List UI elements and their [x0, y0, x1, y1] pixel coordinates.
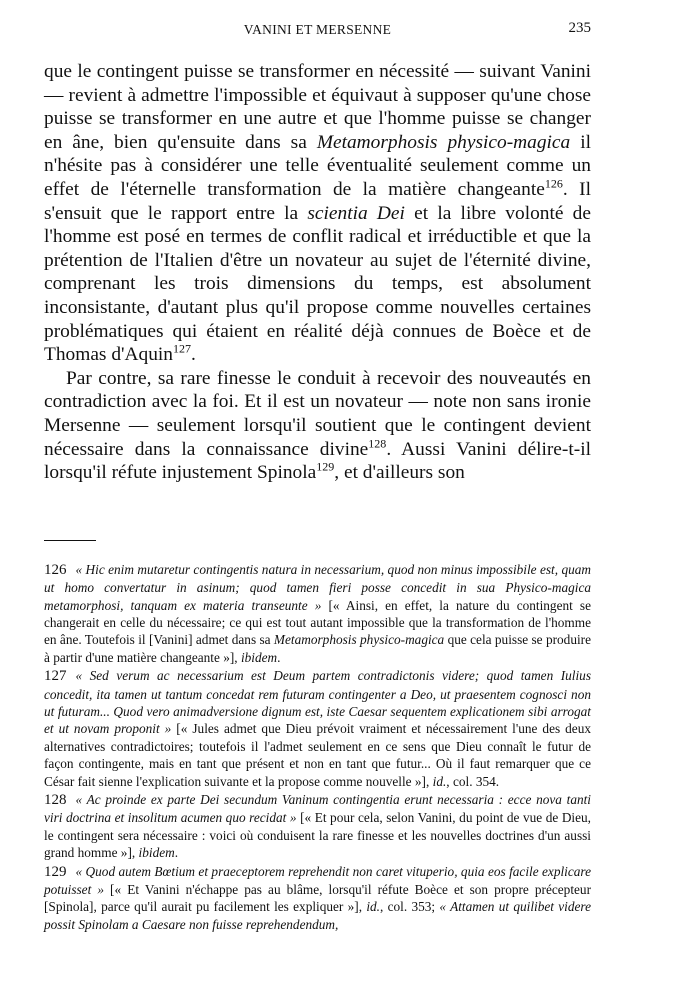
footnote-128: [44, 791, 591, 862]
italic-ref: id.: [366, 899, 381, 915]
italic-ref: id.: [432, 773, 447, 789]
latin-quote: « Sed verum ac necessarium est Deum partem contradictonis videre; quod tamen Iulius concedit, ita tamen ut tantum concedat rem futuram contingenter a Deo, ut praesentem cognosci non ut futuram... Quod vero animadversione dignum est, iste Caesar sequentem explicationem sibi arrogat et ut novam proponit »: [44, 668, 591, 737]
italic-title: Metamorphosis physico-magica: [273, 632, 445, 648]
latin-quote: « Ac proinde ex parte Dei secundum Vaninum contingentia erunt necessaria : ecce nova tanti viri doctrina et insolitum acumen quo recidat »: [44, 791, 591, 826]
text-run: [« Jules admet que Dieu prévoit vraiment et nécessairement l'une des deux alternatives contradictoires; toutefois il l'admet seulement en ce sens que Dieu connaît le futur de façon contingente, mais en tant que présent et non en tant que futur... Où il faut remarquer que ce César fait sienne l'explication suivante et la propose comme nouvelle »],: [44, 721, 591, 789]
italic-ref: ibidem: [240, 649, 278, 665]
text-run: Par contre, sa rare finesse le conduit à recevoir des nouveautés en contradiction avec la foi. Et il est un novateur — note non sans ironie Mersenne — seulement lorsqu'il soutient que le contingent devient nécessaire dans la connaissance divine: [44, 367, 591, 460]
footnote-ref-129[interactable]: 129: [316, 459, 335, 474]
book-page: [44, 0, 591, 934]
text-run: il n'hésite pas à considérer une telle éventualité seulement comme un effet de l'éternelle transformation de la matière changeante: [44, 131, 591, 200]
footnote-number: 129: [44, 863, 67, 880]
footnote-number: 127: [44, 668, 67, 685]
text-run: , col. 354.: [446, 773, 500, 789]
latin-quote: « Hic enim mutaretur contingentis natura in necessarium, quod non minus impossibile est, quam ut homo convertatur in asinum; quod tamen fieri posse concedit in sua Physico-magica metamorphosi, tanquam ex materia transeunte »: [44, 561, 591, 613]
footnote-ref-127[interactable]: 127: [172, 341, 192, 356]
latin-quote: « Quod autem Bœtium et praeceptorem reprehendit non caret vituperio, quia eos facile explicare potuisset »: [44, 863, 591, 897]
text-run: que le contingent puisse se transformer en nécessité — suivant Vanini — revient à admettre l'impossible et équivaut à supposer qu'une chose puisse se transformer en une autre et que l'homme puisse se changer en âne, bien qu'ensuite dans sa: [44, 61, 591, 153]
footnote-separator: [44, 540, 96, 541]
text-run: et la libre volonté de l'homme est posé en termes de conflit radical et irréductible et que la prétention de l'Italien d'être un novateur au sujet de l'éternité divine, comprenant les trois dimensions du temps, est absolument inconsistante, d'autant plus qu'il propose comme nouvelles certaines problématiques qui étaient en réalité déjà connues de Boèce et de Thomas d'Aquin: [44, 202, 591, 366]
italic-title: Metamorphosis physico-magica: [316, 131, 571, 153]
text-run: [« Et Vanini n'échappe pas au blâme, lorsqu'il réfute Boèce et son propre précepteur [Spinola], parce qu'il aurait pu facilement les expliquer »],: [44, 882, 591, 915]
text-run: . Il s'ensuit que le rapport entre la: [44, 178, 591, 224]
italic-ref: ibidem: [138, 845, 175, 861]
text-run: .: [174, 845, 179, 861]
text-run: [« Et pour cela, selon Vanini, du point de vue de Dieu, le contingent sera nécessaire : voici où conduisent la rare finesse et les nouvelles doctrines d'un aussi grand homme »],: [44, 810, 591, 861]
text-run: .: [277, 649, 281, 665]
running-title: VANINI ET MERSENNE: [243, 22, 392, 37]
footnote-number: 128: [44, 791, 67, 808]
footnote-129: [44, 863, 591, 934]
paragraph-1: [44, 60, 591, 367]
page-number: 235: [568, 20, 591, 36]
footnote-ref-126[interactable]: 126: [544, 176, 563, 191]
latin-quote: « Attamen ut quilibet videre possit Spinolam a Caesare non fuisse reprehendendum,: [44, 899, 591, 932]
footnote-126: [44, 561, 591, 666]
text-run: , col. 353;: [380, 899, 440, 915]
footnote-127: [44, 667, 591, 790]
text-run: .: [191, 344, 196, 366]
text-run: , et d'ailleurs son: [334, 462, 465, 484]
italic-term: scientia Dei: [307, 202, 405, 224]
text-run: . Aussi Vanini délire-t-il lorsqu'il réfute injustement Spinola: [44, 438, 591, 484]
text-run: que cela puisse se produire à partir d'une matière changeante »],: [44, 632, 591, 665]
paragraph-2: [44, 367, 591, 485]
main-text: [44, 60, 591, 485]
text-run: [« Ainsi, en effet, la nature du contingent se changerait en celle du nécessaire; ce qui est tout autant impossible que la transformation de l'homme en âne. Toutefois il [Vanini] admet dans sa: [44, 597, 591, 648]
footnotes: [44, 561, 591, 934]
footnote-ref-128[interactable]: 128: [368, 436, 387, 451]
footnote-number: 126: [44, 561, 67, 578]
page-header: [44, 0, 591, 44]
